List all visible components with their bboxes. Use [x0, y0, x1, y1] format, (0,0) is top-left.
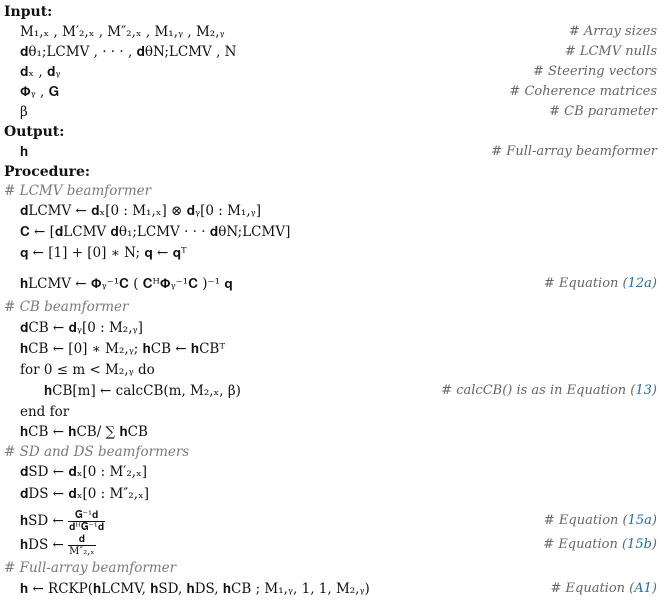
equation-ref-15b: # Equation (15b) — [543, 537, 657, 552]
section-sd-ds: # SD and DS beamformers — [4, 444, 190, 460]
equation-link-15b[interactable]: 15b — [627, 537, 652, 552]
equation-ref-15a: # Equation (15a) — [543, 513, 657, 528]
cb-step-1: 𝐝CB ← 𝐝ᵧ[0 : M₂,ᵧ] — [20, 320, 143, 336]
section-full-array: # Full-array beamformer — [4, 560, 177, 576]
input-steering-vectors: 𝐝ₓ , 𝐝ᵧ # Steering vectors — [20, 64, 657, 80]
output-heading: Output: — [4, 124, 65, 140]
lcmv-step-2: 𝐂 ← [𝐝LCMV 𝐝θ₁;LCMV · · · 𝐝θN;LCMV] — [20, 224, 291, 240]
full-array-equation: 𝐡 ← RCKP(𝐡LCMV, 𝐡SD, 𝐡DS, 𝐡CB ; M₁,ᵧ, 1, 1, M₂,ᵧ) # Equation (A1) — [20, 581, 657, 597]
output-full-array: 𝐡 # Full-array beamformer — [20, 144, 657, 160]
equation-ref-a1: # Equation (A1) — [550, 581, 657, 596]
cb-loop-body: 𝐡CB[m] ← calcCB(m, M₂,ₓ, β) # calcCB() is as in Equation (13) — [44, 383, 657, 399]
equation-link-13[interactable]: 13 — [635, 383, 652, 398]
equation-link-a1[interactable]: A1 — [634, 581, 652, 596]
section-cb: # CB beamformer — [4, 299, 129, 315]
sd-fraction: $\frac{\text{𝐆⁻¹𝐝}}{\text{𝐝ᴴ𝐆⁻¹𝐝}}$ — [69, 510, 105, 533]
ds-step: 𝐝DS ← 𝐝ₓ[0 : M″₂,ₓ] — [20, 486, 149, 502]
ds-fraction: $\frac{\text{𝐝}}{\text{M″₂,ₓ}}$ — [69, 534, 95, 557]
sd-equation: 𝐡SD ← $\frac{\text{𝐆⁻¹𝐝}}{\text{𝐝ᴴ𝐆⁻¹𝐝}}$ # Equation (15a) — [0, 507, 663, 535]
sd-step: 𝐝SD ← 𝐝ₓ[0 : M′₂,ₓ] — [20, 464, 148, 480]
equation-link-15a[interactable]: 15a — [627, 513, 652, 528]
cb-for-loop: for 0 ≤ m < M₂,ᵧ do — [20, 362, 155, 378]
cb-end-for: end for — [20, 404, 70, 420]
lcmv-step-1: 𝐝LCMV ← 𝐝ₓ[0 : M₁,ₓ] ⊗ 𝐝ᵧ[0 : M₁,ᵧ] — [20, 203, 261, 219]
ds-equation: 𝐡DS ← $\frac{\text{𝐝}}{\text{M″₂,ₓ}}$ # Equation (15b) — [0, 531, 663, 559]
procedure-heading: Procedure: — [4, 164, 91, 180]
input-heading: Input: — [4, 4, 53, 20]
equation-link-12a[interactable]: 12a — [627, 276, 652, 291]
input-coherence-matrices: 𝚽ᵧ , 𝐆 # Coherence matrices — [20, 84, 657, 100]
section-lcmv: # LCMV beamformer — [4, 183, 152, 199]
equation-ref-12a: # Equation (12a) — [543, 276, 657, 291]
equation-ref-13: # calcCB() is as in Equation (13) — [441, 383, 657, 398]
cb-normalize: 𝐡CB ← 𝐡CB/ ∑ 𝐡CB — [20, 424, 148, 440]
input-lcmv-nulls: 𝐝θ₁;LCMV , · · · , 𝐝θN;LCMV , N # LCMV nulls — [20, 44, 657, 60]
input-array-sizes: M₁,ₓ , M′₂,ₓ , M″₂,ₓ , M₁,ᵧ , M₂,ᵧ # Array sizes — [20, 24, 657, 40]
cb-step-2: 𝐡CB ← [0] ∗ M₂,ᵧ; 𝐡CB ← 𝐡CBᵀ — [20, 341, 225, 357]
input-cb-parameter: β # CB parameter — [20, 104, 657, 120]
lcmv-equation: 𝐡LCMV ← 𝚽ᵧ⁻¹𝐂 ( 𝐂ᴴ𝚽ᵧ⁻¹𝐂 )⁻¹ 𝐪 # Equation (12a) — [0, 270, 663, 298]
lcmv-step-3: 𝐪 ← [1] + [0] ∗ N; 𝐪 ← 𝐪ᵀ — [20, 245, 187, 261]
